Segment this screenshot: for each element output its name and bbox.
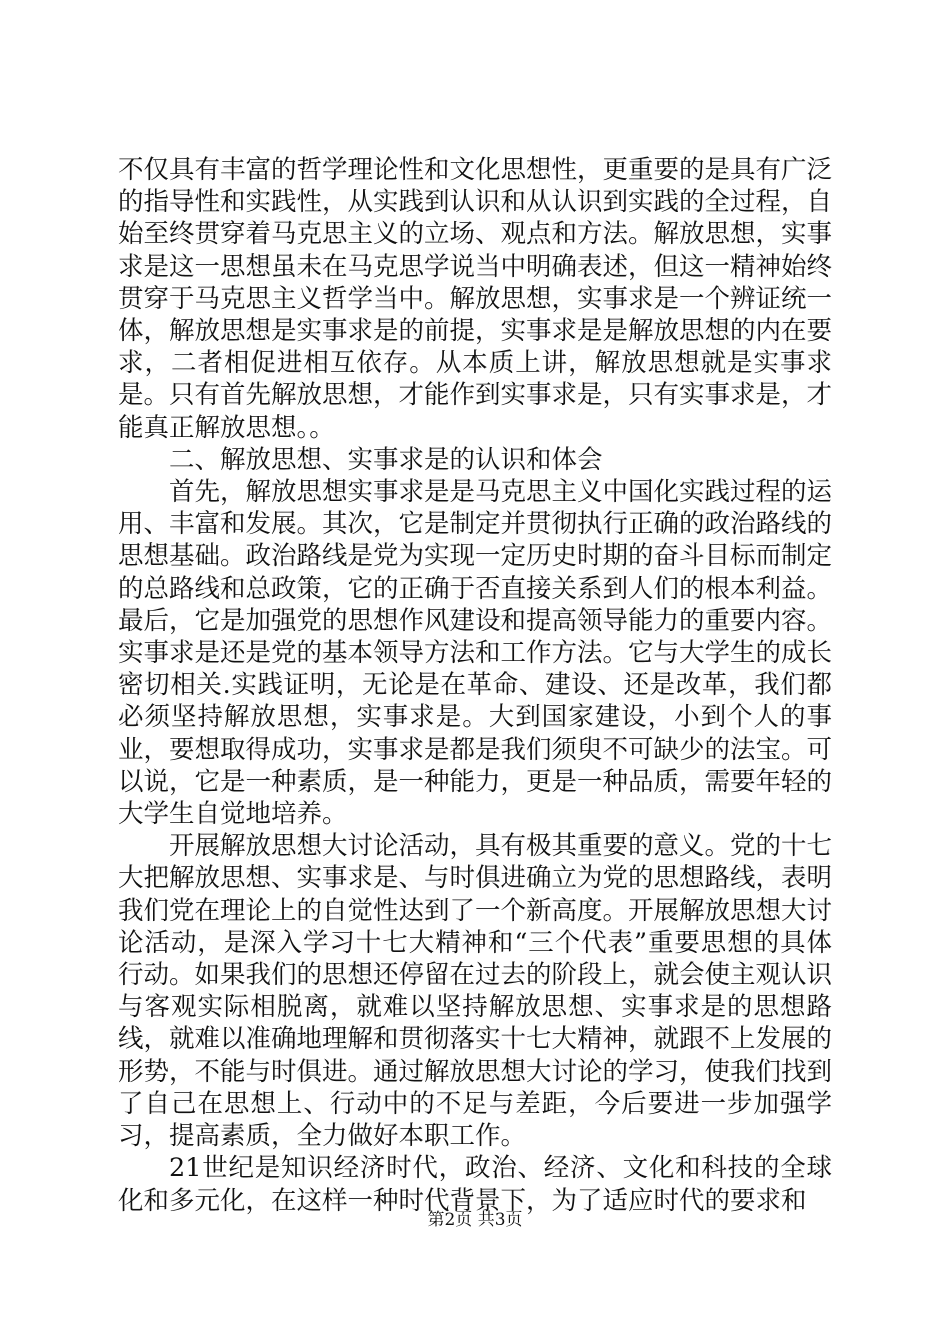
section-heading: 二、解放思想、实事求是的认识和体会 [169,444,603,475]
document-body [118,154,832,1217]
paragraph-discussion: 开展解放思想大讨论活动，具有极其重要的意义。党的十七大把解放思想、实事求是、与时俱进确立为党的思想路线，表明我们党在理论上的自觉性达到了一个新高度。开展解放思想大讨论活动，是深入学习十七大精神和“三个代表”重要思想的具体行动。如果我们的思想还停留在过去的阶段上，就会使主观认识与客观实际相脱离，就难以坚持解放思想、实事求是的思想路线，就难以准确地理解和贯彻落实十七大精神，就跟不上发展的形势，不能与时俱进。通过解放思想大讨论的学习，使我们找到了自己在思想上、行动中的不足与差距，今后要进一步加强学习，提高素质，全力做好本职工作。 [118,831,833,1152]
paragraph-21st-century: 21世纪是知识经济时代，政治、经济、文化和科技的全球化和多元化，在这样一种时代背景下，为了适应时代的要求和 [118,1153,832,1216]
paragraph-continuation: 不仅具有丰富的哲学理论性和文化思想性，更重要的是具有广泛的指导性和实践性，从实践到认识和从认识到实践的全过程，自始至终贯穿着马克思主义的立场、观点和方法。解放思想，实事求是这一思想虽未在马克思学说当中明确表述，但这一精神始终贯穿于马克思主义哲学当中。解放思想，实事求是一个辨证统一体，解放思想是实事求是的前提，实事求是是解放思想的内在要求，二者相促进相互依存。从本质上讲，解放思想就是实事求是。只有首先解放思想，才能作到实事求是，只有实事求是，才能真正解放思想。。 [118,155,833,443]
page-number-footer: 第2页 共3页 [427,1210,523,1230]
paragraph-understanding: 首先，解放思想实事求是是马克思主义中国化实践过程的运用、丰富和发展。其次，它是制定并贯彻执行正确的政治路线的思想基础。政治路线是党为实现一定历史时期的奋斗目标而制定的总路线和总政策，它的正确于否直接关系到人们的根本利益。最后，它是加强党的思想作风建设和提高领导能力的重要内容。实事求是还是党的基本领导方法和工作方法。它与大学生的成长密切相关.实践证明，无论是在革命、建设、还是改革，我们都必须坚持解放思想，实事求是。大到国家建设，小到个人的事业，要想取得成功，实事求是都是我们须臾不可缺少的法宝。可以说，它是一种素质，是一种能力，更是一种品质，需要年轻的大学生自觉地培养。 [118,477,833,830]
